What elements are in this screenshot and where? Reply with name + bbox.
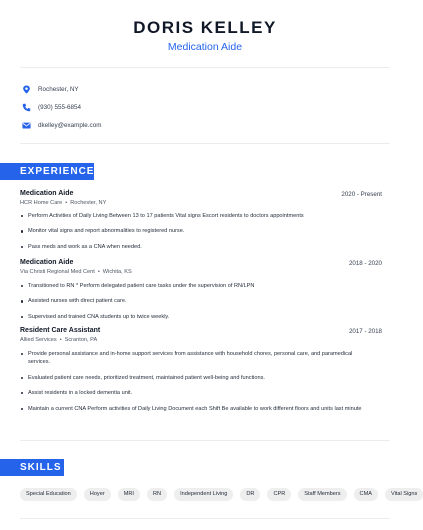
company-name: HCR Home Care bbox=[20, 200, 63, 206]
resume-header bbox=[0, 18, 410, 53]
phone-icon bbox=[22, 103, 31, 112]
bullet-item: Transitioned to RN * Perform delegated patient care tasks under the supervision of RN/LPN bbox=[20, 282, 382, 290]
section-heading-experience: EXPERIENCE bbox=[0, 163, 94, 180]
job-title: Medication Aide bbox=[20, 190, 74, 197]
divider bbox=[20, 143, 390, 144]
map-pin-icon bbox=[22, 85, 31, 94]
contact-phone bbox=[22, 103, 81, 112]
skill-chip: Special Education bbox=[20, 488, 77, 501]
envelope-icon bbox=[22, 121, 31, 130]
skill-chip: DR bbox=[240, 488, 260, 501]
bullet-item: Monitor vital signs and report abnormalities to registered nurse. bbox=[20, 227, 382, 235]
job-entry bbox=[20, 327, 382, 413]
candidate-name: DORIS KELLEY bbox=[133, 18, 277, 37]
skill-chip: Hoyer bbox=[84, 488, 111, 501]
bullet-item: Supervised and trained CNA students up to twice weekly. bbox=[20, 313, 382, 321]
bullet-item: Provide personal assistance and in-home support services from assistance with household chores, personal care, and paramedical services. bbox=[20, 350, 365, 367]
job-dates: 2018 - 2020 bbox=[348, 260, 382, 267]
job-dates: 2020 - Present bbox=[341, 191, 382, 198]
contact-location bbox=[22, 85, 79, 94]
job-bullets bbox=[20, 212, 382, 251]
phone-text: (930) 555-6854 bbox=[38, 104, 82, 111]
skill-chip: Staff Members bbox=[298, 488, 346, 501]
job-employer: Allied Services • Scranton, PA bbox=[20, 337, 98, 343]
job-bullets bbox=[20, 282, 382, 321]
skills-list bbox=[20, 488, 418, 501]
divider bbox=[20, 67, 390, 68]
skill-chip: Independent Living bbox=[174, 488, 233, 501]
job-entry bbox=[20, 259, 382, 321]
bullet-item: Assist residents in a locked dementia unit. bbox=[20, 389, 365, 397]
location-text: Rochester, NY bbox=[38, 86, 79, 93]
job-location: Scranton, PA bbox=[64, 337, 98, 343]
job-employer: Via Christi Regional Med Cent • Wichita, KS bbox=[20, 269, 132, 275]
contact-email bbox=[22, 121, 101, 130]
job-bullets bbox=[20, 350, 365, 413]
skill-chip: Vital Signs bbox=[385, 488, 423, 501]
bullet-item: Maintain a current CNA Perform activities of Daily Living Document each Shift Be available to work different floors and units last minute bbox=[20, 405, 365, 413]
skill-chip: RN bbox=[147, 488, 167, 501]
job-location: Rochester, NY bbox=[70, 200, 107, 206]
skill-chip: CPR bbox=[267, 488, 291, 501]
job-entry bbox=[20, 190, 382, 251]
candidate-title: Medication Aide bbox=[167, 41, 243, 53]
skill-chip: CMA bbox=[354, 488, 378, 501]
job-location: Wichita, KS bbox=[102, 269, 132, 275]
bullet-item: Assisted nurses with direct patient care. bbox=[20, 297, 382, 305]
email-text[interactable]: dkelley@example.com bbox=[38, 122, 102, 129]
divider bbox=[20, 440, 390, 441]
job-dates: 2017 - 2018 bbox=[348, 328, 382, 335]
job-title: Medication Aide bbox=[20, 259, 74, 266]
skill-chip: MRI bbox=[118, 488, 140, 501]
bullet-item: Evaluated patient care needs, prioritized treatment, maintained patient well-being and functions. bbox=[20, 374, 365, 382]
bullet-item: Perform Activities of Daily Living Between 13 to 17 patients Vital signs Escort residents to doctors appointments bbox=[20, 212, 382, 220]
company-name: Allied Services bbox=[20, 337, 57, 343]
company-name: Via Christi Regional Med Cent bbox=[20, 269, 95, 275]
section-heading-skills: SKILLS bbox=[0, 459, 64, 476]
divider bbox=[20, 518, 390, 519]
job-employer: HCR Home Care • Rochester, NY bbox=[20, 200, 107, 206]
job-title: Resident Care Assistant bbox=[20, 327, 101, 334]
bullet-item: Pass meds and work as a CNA when needed. bbox=[20, 243, 382, 251]
